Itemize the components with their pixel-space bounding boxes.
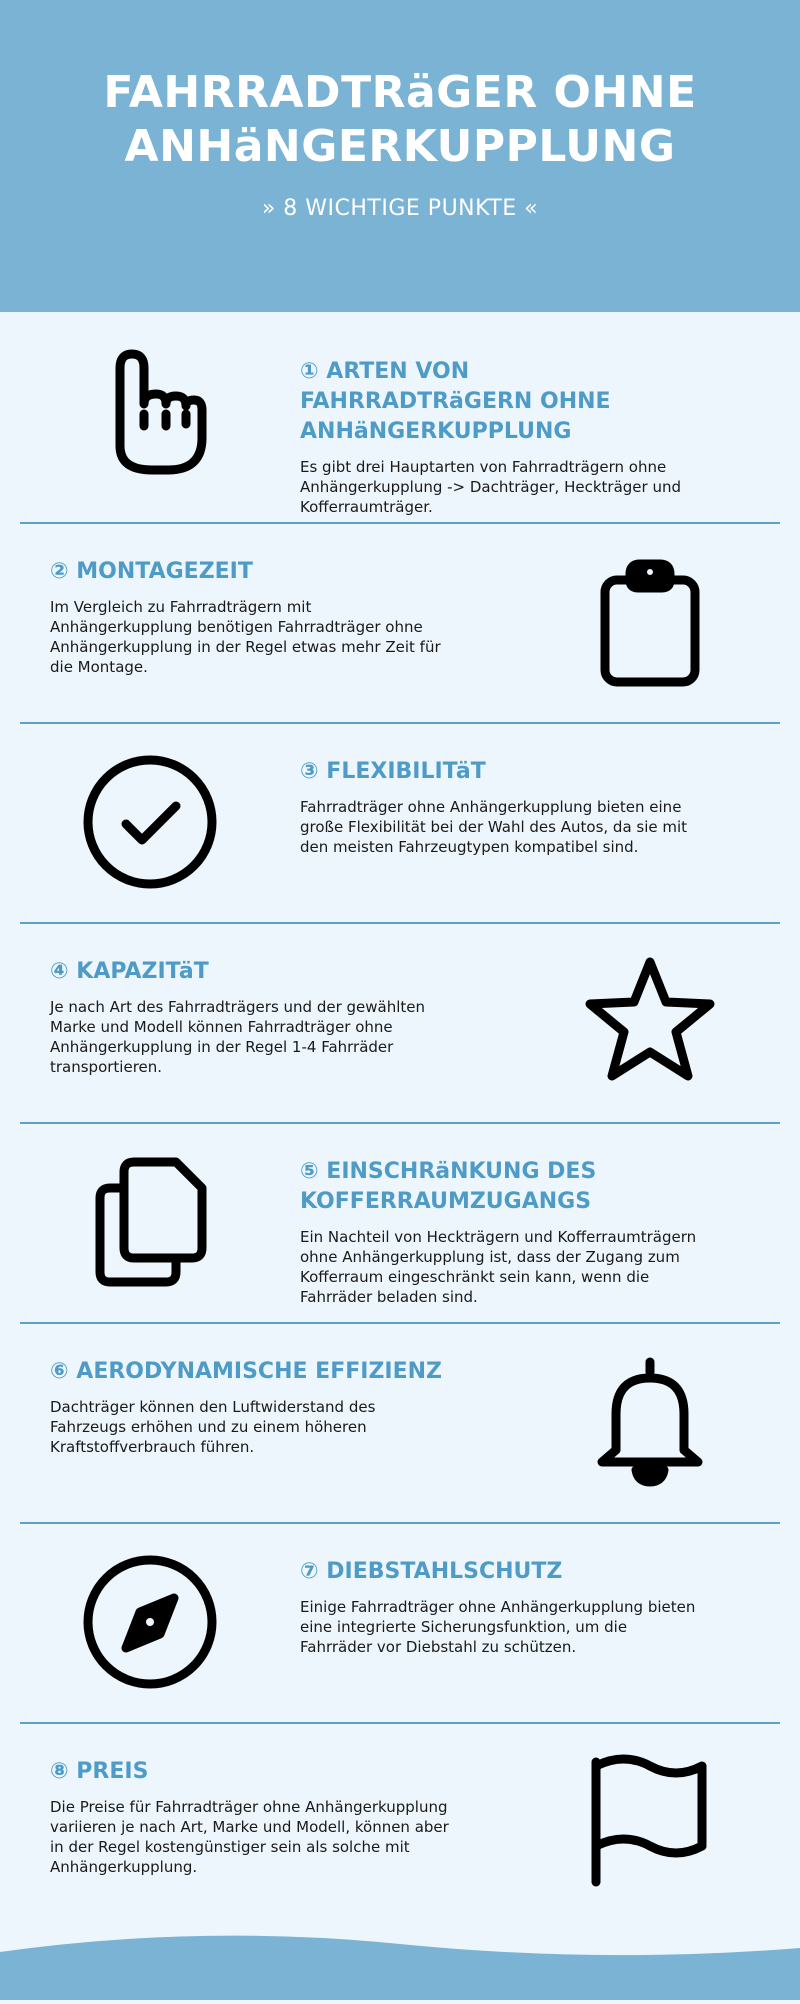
clipboard-icon xyxy=(580,552,720,692)
point-body: Einige Fahrradträger ohne Anhängerkupplung bieten eine integrierte Sicherungsfunktion, um die Fahrräder vor Diebstahl zu schützen. xyxy=(300,1598,696,1656)
point-section-8 xyxy=(0,1712,800,1912)
point-section-3 xyxy=(0,712,800,912)
point-heading: ① ARTEN VON FAHRRADTRäGERN OHNE ANHäNGERKUPPLUNG xyxy=(300,359,611,444)
bottom-wave xyxy=(0,1930,800,2000)
bell-icon xyxy=(580,1352,720,1492)
header-banner xyxy=(0,0,800,312)
star-icon xyxy=(580,952,720,1092)
point-heading: ⑤ EINSCHRäNKUNG DES KOFFERRAUMZUGANGS xyxy=(300,1159,597,1214)
point-body: Im Vergleich zu Fahrradträgern mit Anhängerkupplung benötigen Fahrradträger ohne Anhängerkupplung in der Regel etwas mehr Zeit für die Montage. xyxy=(50,598,441,676)
pointing-hand-icon xyxy=(80,342,220,482)
point-body: Ein Nachteil von Heckträgern und Kofferraumträgern ohne Anhängerkupplung ist, dass der Zugang zum Kofferraum eingeschränkt sein kann, wenn die Fahrräder beladen sind. xyxy=(300,1228,697,1306)
copy-icon xyxy=(80,1152,220,1292)
point-section-4 xyxy=(0,912,800,1112)
point-heading: ⑧ PREIS xyxy=(50,1759,149,1784)
compass-icon xyxy=(80,1552,220,1692)
point-body: Die Preise für Fahrradträger ohne Anhängerkupplung variieren je nach Art, Marke und Modell, können aber in der Regel kostengünstiger sein als solche mit Anhängerkupplung. xyxy=(50,1798,449,1876)
point-body: Es gibt drei Hauptarten von Fahrradträgern ohne Anhängerkupplung -> Dachträger, Heckträger und Kofferraumträger. xyxy=(300,458,681,516)
point-section-6 xyxy=(0,1312,800,1512)
page-title: FAHRRADTRäGER OHNE ANHäNGERKUPPLUNG xyxy=(103,67,697,172)
point-heading: ② MONTAGEZEIT xyxy=(50,559,253,584)
point-section-7 xyxy=(0,1512,800,1712)
page-subtitle: » 8 WICHTIGE PUNKTE « xyxy=(261,196,539,221)
point-body: Fahrradträger ohne Anhängerkupplung bieten eine große Flexibilität bei der Wahl des Autos, da sie mit den meisten Fahrzeugtypen kompatibel sind. xyxy=(300,798,688,856)
point-section-2 xyxy=(0,512,800,712)
point-heading: ⑥ AERODYNAMISCHE EFFIZIENZ xyxy=(50,1359,442,1384)
point-section-1 xyxy=(0,312,800,516)
point-body: Dachträger können den Luftwiderstand des Fahrzeugs erhöhen und zu einem höheren Kraftstoffverbrauch führen. xyxy=(50,1398,376,1456)
point-heading: ⑦ DIEBSTAHLSCHUTZ xyxy=(300,1559,563,1584)
point-body: Je nach Art des Fahrradträgers und der gewählten Marke und Modell können Fahrradträger ohne Anhängerkupplung in der Regel 1-4 Fahrräder transportieren. xyxy=(50,998,426,1076)
point-heading: ④ KAPAZITäT xyxy=(50,959,209,984)
point-section-5 xyxy=(0,1112,800,1312)
point-heading: ③ FLEXIBILITäT xyxy=(300,759,486,784)
check-circle-icon xyxy=(80,752,220,892)
flag-icon xyxy=(580,1752,720,1892)
